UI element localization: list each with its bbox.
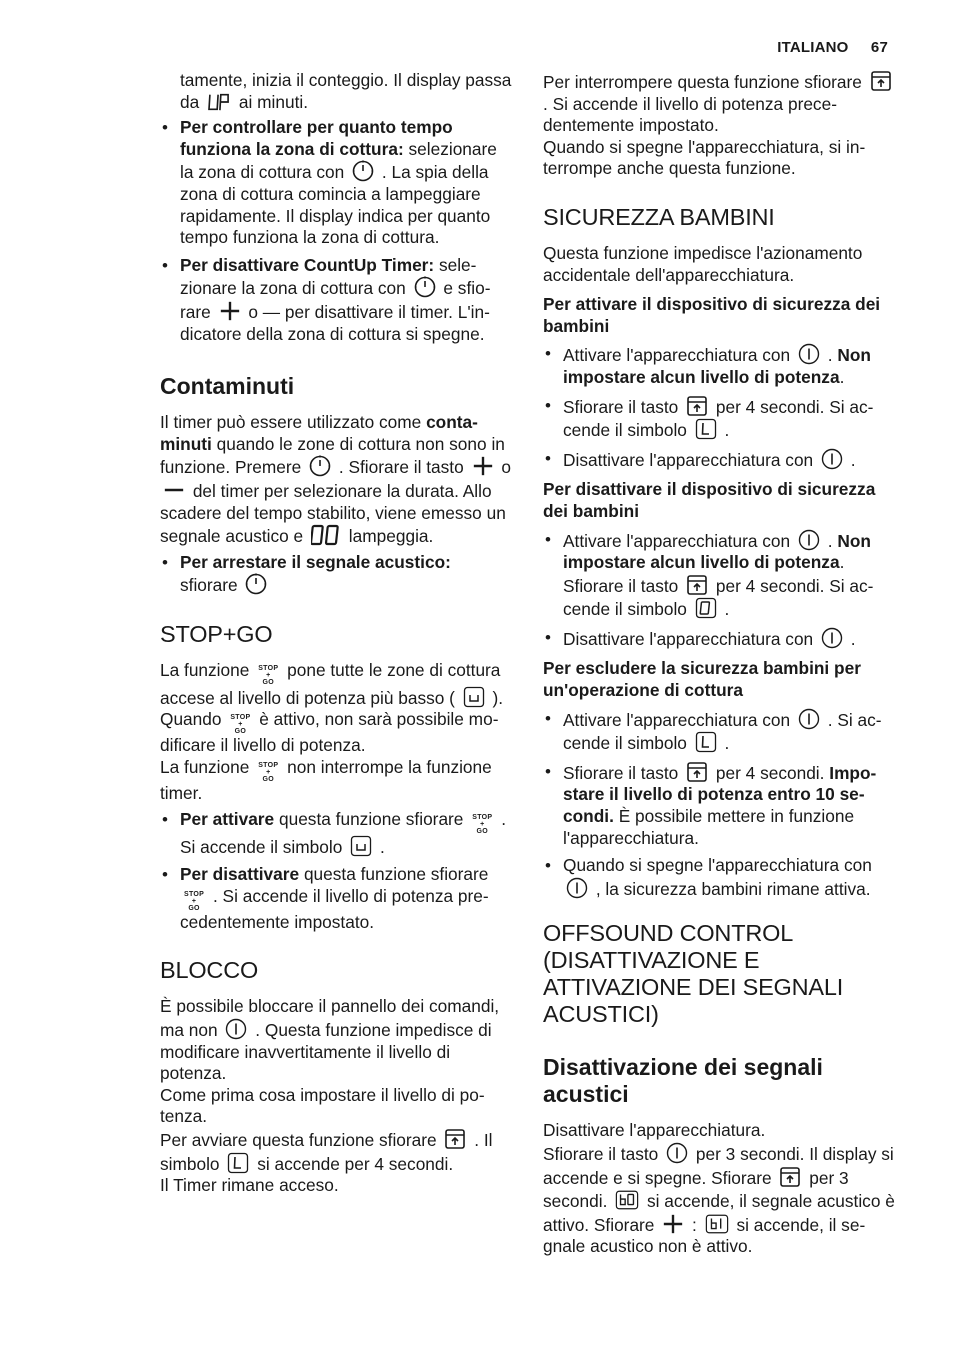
lock-display-symbol-icon <box>227 1152 249 1174</box>
zero-display-symbol-icon <box>695 597 717 619</box>
paragraph: Questa funzione impedisce l'azionamento accidentale dell'apparecchiatura. <box>543 242 863 285</box>
list-item: • Attivare l'apparecchiatura con . Non impostare alcun livello di potenza. Sfiorare il tasto per 4 secondi. Si accende il simbolo . <box>543 529 895 621</box>
section-title-sicurezza: SICUREZZA BAMBINI <box>543 203 775 230</box>
stopgo-display-symbol-icon <box>350 835 372 857</box>
paragraph: Per interrompere questa funzione sfiorare . Si accende il livello di potenza precedentemente impostato. <box>543 70 895 137</box>
list-item: • Per disattivare CountUp Timer: selezionare la zona di cottura con e sfiorare o — per disattivare il timer. L'indicatore della zona di cottura si spegne. <box>160 255 512 345</box>
timer-icon <box>245 573 267 595</box>
section-title-stopgo: STOP+GO <box>160 620 273 647</box>
sound-on-display-symbol-icon <box>615 1189 639 1211</box>
subheading: Per escludere la sicurezza bambini per un'operazione di cottura <box>543 658 861 701</box>
power-icon <box>798 529 820 551</box>
lock-display-symbol-icon <box>695 731 717 753</box>
subheading: Per attivare il dispositivo di sicurezza dei bambini <box>543 294 881 336</box>
power-icon <box>798 708 820 730</box>
paragraph: La funzione STOP + GO pone tutte le zone di cottura accese al livello di potenza più basso ( ). <box>160 659 504 708</box>
bullet-list <box>160 117 512 345</box>
list-item: • Quando si spegne l'apparecchiatura con , la sicurezza bambini rimane attiva. <box>543 855 895 900</box>
lock-icon <box>779 1166 801 1188</box>
stopgo-display-symbol-icon <box>463 686 485 708</box>
power-icon <box>798 343 820 365</box>
list-item: • Sfiorare il tasto per 4 secondi. Si accende il simbolo . <box>543 395 895 442</box>
list-item: • Per controllare per quanto tempo funziona la zona di cottura: selezionare la zona di cottura con . La spia della zona di cottura comincia a lampeggiare rapidamente. Il display indica per quanto tempo funziona la zona di cottura. <box>160 117 512 249</box>
subheading: Per disattivare il dispositivo di sicurezza dei bambini <box>543 479 876 521</box>
timer-icon <box>414 276 436 298</box>
paragraph: Per avviare questa funzione sfiorare . Il simbolo si accende per 4 secondi. <box>160 1130 493 1174</box>
list-item: • Disattivare l'apparecchiatura con . <box>543 627 895 651</box>
header-language: ITALIANO <box>777 39 849 56</box>
page-header <box>759 39 888 56</box>
timer-icon <box>352 160 374 182</box>
plus-icon <box>219 300 241 322</box>
bullet-list <box>543 529 895 651</box>
stopgo-icon: STOP + GO <box>184 890 205 912</box>
section-title-blocco: BLOCCO <box>160 957 259 984</box>
section-title-disattivazione: Disattivazione dei segnali acustici <box>543 1054 823 1108</box>
bullet-list <box>543 708 895 901</box>
list-item: • Sfiorare il tasto per 4 secondi. Impostare il livello di potenza entro 10 secondi. È possibile mettere in funzione l'apparecchiatura. <box>543 761 895 849</box>
plus-icon <box>662 1213 684 1235</box>
section-title-contaminuti: Contaminuti <box>160 373 295 400</box>
paragraph: Sfiorare il tasto per 3 secondi. Il display si accende e si spegne. Sfiorare per 3 secondi. si accende, il segnale acustico è attivo. Sfiorare : si accende, il segnale acustico non è attivo. <box>543 1144 895 1257</box>
power-icon <box>566 877 588 899</box>
paragraph: Quando STOP + GO è attivo, non sarà possibile modificare il livello di potenza. <box>160 709 499 756</box>
bullet-list <box>543 343 895 471</box>
left-column <box>160 70 512 1197</box>
paragraph: È possibile bloccare il pannello dei comandi, ma non . Questa funzione impedisce di modificare inavvertitamente il livello di potenza. <box>160 996 500 1084</box>
double-zero-display-icon <box>311 524 341 546</box>
list-item: • Disattivare l'apparecchiatura con . <box>543 448 895 472</box>
paragraph: Il Timer rimane acceso. <box>160 1175 339 1196</box>
section-title-offsound: OFFSOUND CONTROL (DISATTIVAZIONE E ATTIVAZIONE DEI SEGNALI ACUSTICI) <box>543 920 844 1028</box>
bullet-list <box>160 552 512 597</box>
timer-icon <box>309 455 331 477</box>
up-display-icon <box>207 92 231 112</box>
lock-icon <box>444 1128 466 1150</box>
list-item: • Per disattivare questa funzione sfiorare STOP + GO . Si accende il livello di potenza precedentemente impostato. <box>160 864 512 933</box>
power-icon <box>821 627 843 649</box>
paragraph: Disattivare l'apparecchiatura. <box>543 1120 766 1141</box>
lock-display-symbol-icon <box>695 418 717 440</box>
power-icon <box>666 1142 688 1164</box>
stopgo-icon: STOP + GO <box>258 664 279 686</box>
paragraph: Il timer può essere utilizzato come contaminuti quando le zone di cottura non sono in funzione. Premere . Sfiorare il tasto o del timer per selezionare la durata. Allo scadere del tempo stabilito, viene emesso un segnale acustico e lampeggia. <box>160 412 511 547</box>
list-item: • Attivare l'apparecchiatura con . Si accende il simbolo . <box>543 708 895 755</box>
power-icon <box>821 448 843 470</box>
lock-icon <box>686 574 708 596</box>
minus-icon <box>163 479 185 501</box>
paragraph: Quando si spegne l'apparecchiatura, si interrompe anche questa funzione. <box>543 136 866 179</box>
stopgo-icon: STOP + GO <box>258 762 279 784</box>
lock-icon <box>686 761 708 783</box>
stopgo-icon: STOP + GO <box>230 714 251 736</box>
bullet-list <box>160 809 512 934</box>
paragraph: Come prima cosa impostare il livello di potenza. <box>160 1084 485 1127</box>
stopgo-icon: STOP + GO <box>472 813 493 835</box>
lock-icon <box>870 70 892 92</box>
lock-icon <box>686 395 708 417</box>
list-item: • Per arrestare il segnale acustico: sfiorare <box>160 552 512 597</box>
paragraph: La funzione STOP + GO non interrompe la funzione timer. <box>160 757 492 804</box>
power-icon <box>225 1018 247 1040</box>
list-item: • Attivare l'apparecchiatura con . Non impostare alcun livello di potenza. <box>543 343 895 388</box>
list-item: • Per attivare questa funzione sfiorare STOP + GO . Si accende il simbolo . <box>160 809 512 859</box>
plus-icon <box>472 455 494 477</box>
sound-off-display-symbol-icon <box>705 1213 729 1235</box>
paragraph: tamente, inizia il conteggio. Il display passa da ai minuti. <box>180 70 512 112</box>
right-column <box>543 70 895 1258</box>
page-number: 67 <box>870 39 888 56</box>
